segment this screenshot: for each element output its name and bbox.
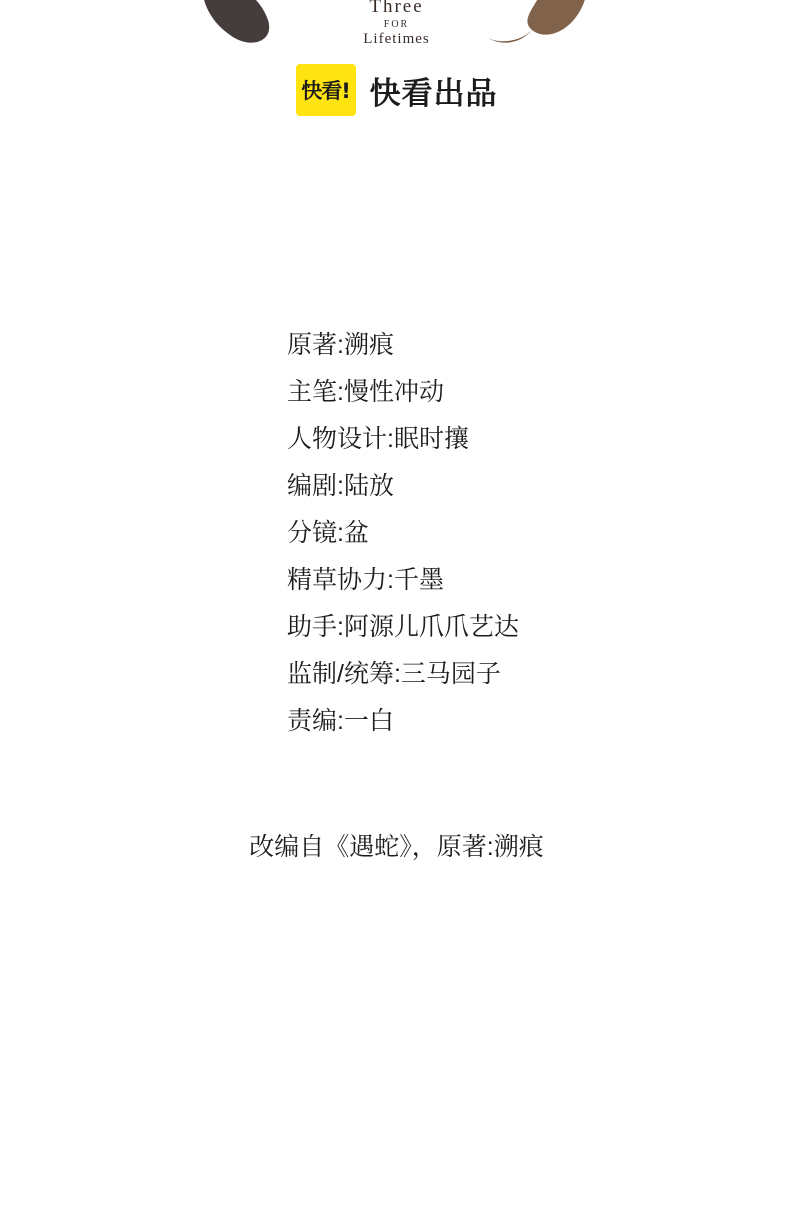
series-title-main: Three	[369, 0, 424, 17]
credit-item: 原著:溯痕	[287, 331, 394, 359]
credits-list	[287, 322, 707, 745]
credit-item: 编剧:陆放	[287, 472, 394, 500]
adaptation-note: 改编自《遇蛇》，原著:溯痕	[249, 833, 544, 861]
credit-item: 监制/统筹:三马园子	[287, 660, 501, 688]
credit-item: 助手:阿源儿爪爪艺达	[287, 613, 519, 641]
credit-item: 人物设计:眠时攘	[287, 425, 469, 453]
credit-item: 分镜:盆	[287, 519, 369, 547]
publisher-name: 快看出品	[369, 75, 498, 111]
credit-item: 主笔:慢性冲动	[287, 378, 444, 406]
series-title-sub: FOR	[383, 19, 410, 30]
credit-item: 责编:一白	[287, 707, 394, 735]
kuaikan-logo-icon: 快看!	[296, 64, 356, 116]
publisher-row	[0, 64, 793, 116]
credit-item: 精草协力:千墨	[287, 566, 444, 594]
series-title-third: Lifetimes	[363, 31, 430, 47]
